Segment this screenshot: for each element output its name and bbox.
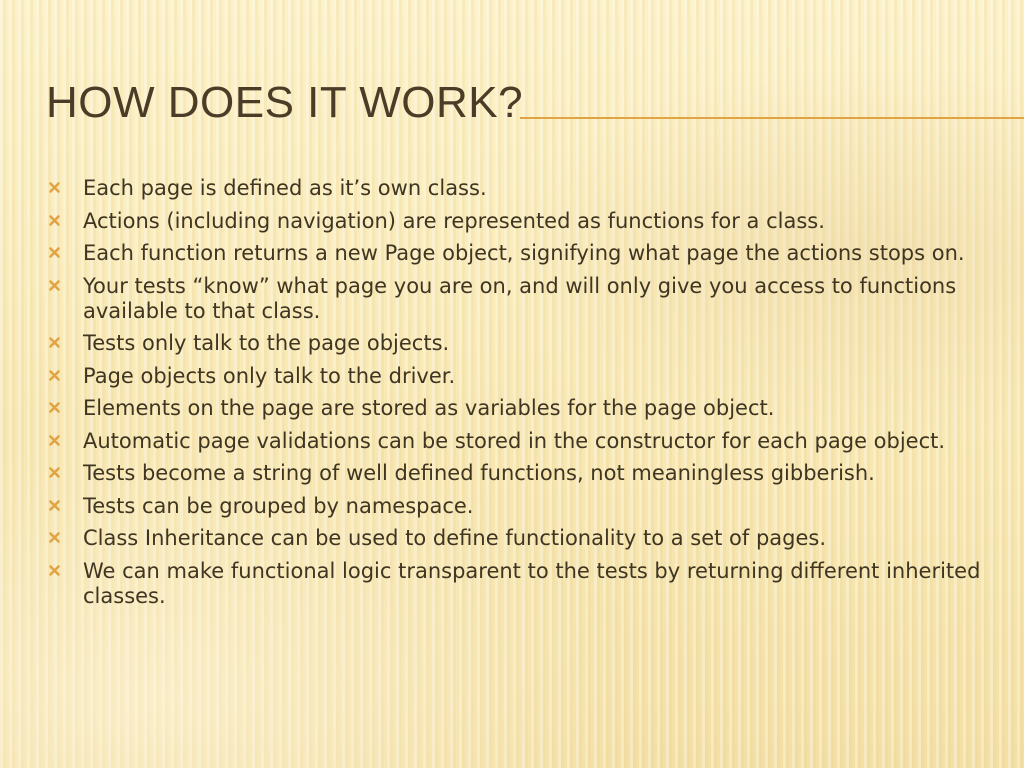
bullet-item bbox=[46, 396, 996, 421]
bullet-text: Elements on the page are stored as variables for the page object. bbox=[83, 396, 775, 420]
bullet-item bbox=[46, 494, 996, 519]
bullet-text: Tests can be grouped by namespace. bbox=[83, 493, 474, 518]
x-mark-icon bbox=[48, 401, 61, 414]
bullet-text: Each page is defined as it’s own class. bbox=[83, 176, 487, 200]
x-mark-icon bbox=[48, 499, 61, 512]
slide-title: HOW DOES IT WORK? bbox=[46, 78, 524, 127]
bullet-item bbox=[46, 241, 996, 266]
bullet-item bbox=[46, 526, 996, 551]
bullet-item bbox=[46, 559, 996, 609]
bullet-text: Automatic page validations can be stored in the constructor for each page object. bbox=[83, 428, 946, 453]
bullet-text: Actions (including navigation) are represented as functions for a class. bbox=[83, 208, 825, 233]
bullet-item bbox=[46, 331, 996, 356]
x-mark-icon bbox=[48, 564, 61, 577]
bullet-item bbox=[46, 461, 996, 486]
x-mark-icon bbox=[48, 434, 61, 447]
bullet-text: We can make functional logic transparent to the tests by returning different inherited classes. bbox=[83, 558, 981, 608]
bullet-text: Your tests “know” what page you are on, and will only give you access to functions available to that class. bbox=[83, 273, 957, 323]
bullet-item bbox=[46, 274, 996, 324]
x-mark-icon bbox=[48, 181, 61, 194]
x-mark-icon bbox=[48, 279, 61, 292]
bullet-text: Class Inheritance can be used to define functionality to a set of pages. bbox=[83, 526, 827, 550]
bullet-item bbox=[46, 364, 996, 389]
bullet-list bbox=[46, 176, 996, 616]
bullet-item bbox=[46, 209, 996, 234]
x-mark-icon bbox=[48, 214, 61, 227]
x-mark-icon bbox=[48, 369, 61, 382]
x-mark-icon bbox=[48, 336, 61, 349]
bullet-text: Each function returns a new Page object, signifying what page the actions stops on. bbox=[83, 241, 965, 265]
bullet-text: Tests only talk to the page objects. bbox=[83, 331, 450, 355]
bullet-text: Tests become a string of well defined functions, not meaningless gibberish. bbox=[83, 461, 875, 485]
title-underline-rule bbox=[520, 117, 1024, 119]
x-mark-icon bbox=[48, 466, 61, 479]
x-mark-icon bbox=[48, 246, 61, 259]
bullet-text: Page objects only talk to the driver. bbox=[83, 363, 456, 388]
x-mark-icon bbox=[48, 531, 61, 544]
bullet-item bbox=[46, 176, 996, 201]
bullet-item bbox=[46, 429, 996, 454]
